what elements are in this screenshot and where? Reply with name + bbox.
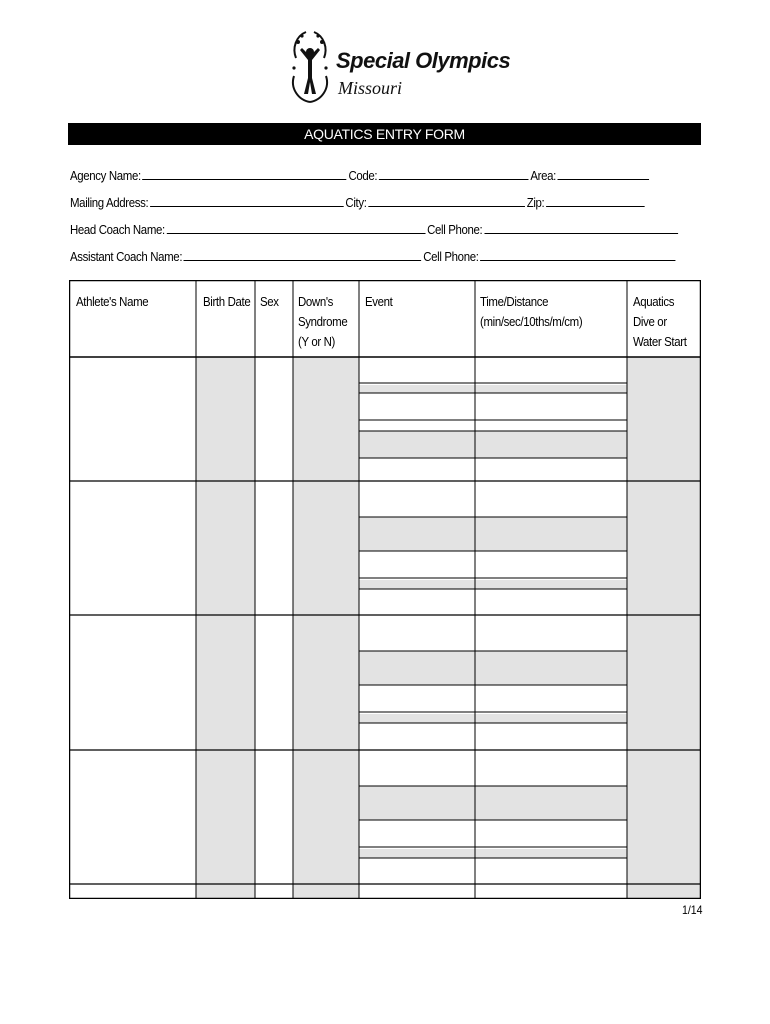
- logo-region: Missouri: [338, 78, 403, 98]
- area-label: Area:: [530, 168, 556, 183]
- header-birth-date: Birth Date: [203, 294, 251, 309]
- zip-field[interactable]: [546, 196, 645, 207]
- head-coach-field[interactable]: [167, 223, 426, 234]
- form-title: AQUATICS ENTRY FORM: [68, 123, 701, 145]
- assistant-coach-label: Assistant Coach Name:: [70, 249, 183, 264]
- event-row-shade: [359, 714, 627, 723]
- birth-date-column-shade: [196, 357, 255, 899]
- header-downs-syndrome: Down's Syndrome (Y or N): [298, 294, 348, 349]
- header-sex: Sex: [260, 294, 279, 309]
- code-field[interactable]: [379, 169, 529, 180]
- head-coach-cell-field[interactable]: [484, 223, 678, 234]
- header-athlete-name: Athlete's Name: [76, 294, 149, 309]
- header-event: Event: [365, 294, 393, 309]
- header-time-distance: Time/Distance (min/sec/10ths/m/cm): [480, 294, 583, 329]
- aquatics-start-column-shade: [627, 357, 701, 899]
- head-coach-row: [70, 222, 679, 237]
- city-field[interactable]: [368, 196, 525, 207]
- event-row-shade: [359, 580, 627, 589]
- page-number: 1/14: [682, 903, 703, 917]
- event-row-shade: [359, 431, 627, 458]
- special-olympics-emblem-icon: [288, 28, 332, 106]
- mailing-row: [70, 195, 646, 210]
- logo-title: Special Olympics: [336, 48, 511, 73]
- agency-name-label: Agency Name:: [70, 168, 141, 183]
- assistant-coach-field[interactable]: [184, 250, 422, 261]
- mailing-address-label: Mailing Address:: [70, 195, 149, 210]
- mailing-address-field[interactable]: [150, 196, 344, 207]
- assistant-coach-row: [70, 249, 677, 264]
- assistant-coach-cell-field[interactable]: [480, 250, 675, 261]
- code-label: Code:: [348, 168, 378, 183]
- event-row-shade: [359, 786, 627, 820]
- head-coach-cell-label: Cell Phone:: [427, 222, 483, 237]
- special-olympics-logo: [288, 28, 511, 106]
- event-row-shade: [359, 517, 627, 551]
- zip-label: Zip:: [526, 195, 545, 210]
- city-label: City:: [345, 195, 367, 210]
- event-row-shade: [359, 651, 627, 685]
- head-coach-label: Head Coach Name:: [70, 222, 165, 237]
- entry-table: [69, 280, 701, 899]
- entry-table-grid: [69, 280, 701, 899]
- assistant-coach-cell-label: Cell Phone:: [423, 249, 479, 264]
- event-row-shade: [359, 385, 627, 393]
- header-aquatics-start: Aquatics Dive or Water Start: [633, 294, 687, 349]
- event-row-shade: [359, 849, 627, 858]
- agency-row: [70, 168, 651, 183]
- downs-syndrome-column-shade: [293, 357, 359, 899]
- agency-name-field[interactable]: [143, 169, 347, 180]
- area-field[interactable]: [558, 169, 650, 180]
